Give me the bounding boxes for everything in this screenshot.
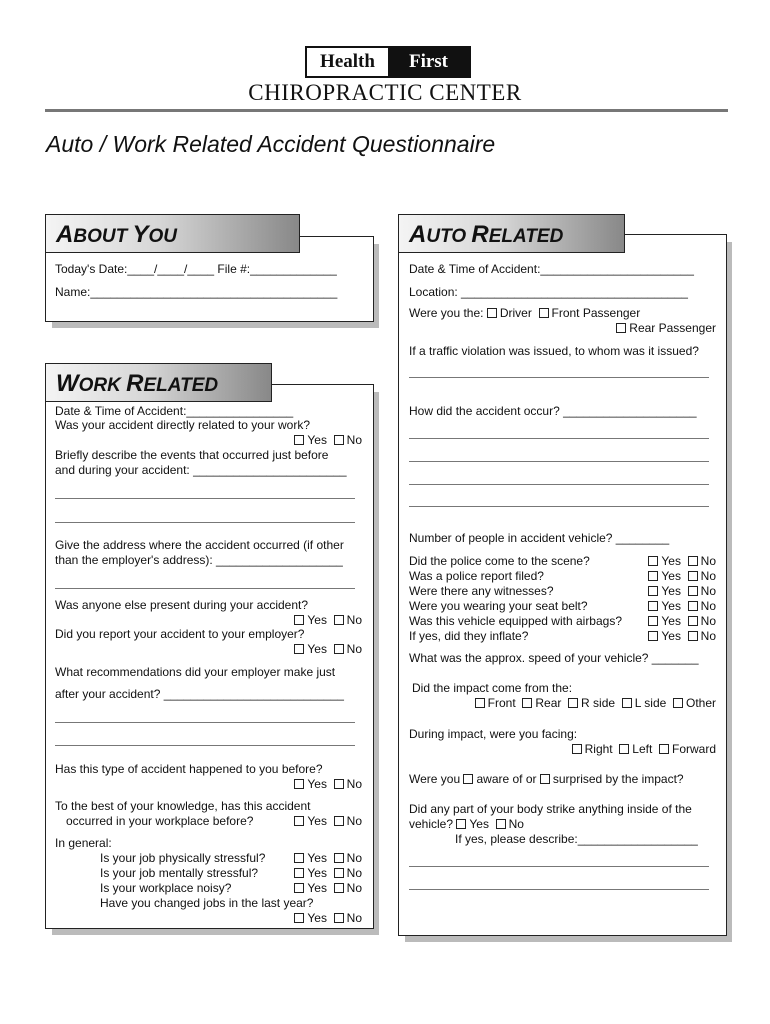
auto-witness-yesno[interactable]: Yes No (560, 584, 716, 599)
checkbox-icon[interactable] (294, 615, 304, 625)
checkbox-icon[interactable] (294, 913, 304, 923)
work-before-question: Has this type of accident happened to you before? (55, 762, 323, 776)
checkbox-icon[interactable] (294, 435, 304, 445)
work-direct-yesno[interactable]: Yes No (200, 433, 362, 448)
checkbox-icon[interactable] (334, 913, 344, 923)
header-rule (45, 109, 728, 112)
work-physical-question: Is your job physically stressful? (100, 851, 266, 865)
checkbox-icon[interactable] (648, 631, 658, 641)
auto-aware-question[interactable]: Were you aware of or surprised by the impact? (409, 772, 684, 786)
auto-belt-question: Were you wearing your seat belt? (409, 599, 588, 613)
checkbox-icon[interactable] (688, 631, 698, 641)
logo-first: First (388, 48, 469, 76)
checkbox-icon[interactable] (294, 868, 304, 878)
checkbox-icon[interactable] (616, 323, 626, 333)
auto-airbag-question: Was this vehicle equipped with airbags? (409, 614, 623, 628)
auto-impact-options[interactable]: Front Rear R side L side Other (430, 696, 716, 711)
auto-speed-field[interactable]: What was the approx. speed of your vehicle? _______ (409, 651, 699, 665)
auto-report-yesno[interactable]: Yes No (560, 569, 716, 584)
work-knowledge-question-cont: occurred in your workplace before? (66, 814, 254, 828)
checkbox-icon[interactable] (622, 698, 632, 708)
auto-date-field[interactable]: Date & Time of Accident:_______________________ (409, 262, 694, 276)
answer-line[interactable] (55, 722, 355, 724)
auto-facing-question: During impact, were you facing: (409, 727, 578, 741)
auto-strike-question: Did any part of your body strike anything inside of the (409, 802, 692, 816)
auto-police-question: Did the police come to the scene? (409, 554, 590, 568)
answer-line[interactable] (409, 866, 709, 868)
work-recommend-field[interactable]: after your accident? ___________________________ (55, 687, 344, 701)
work-knowledge-yesno[interactable]: Yes No (200, 814, 362, 829)
checkbox-icon[interactable] (334, 883, 344, 893)
work-report-question: Did you report your accident to your employer? (55, 627, 305, 641)
work-address-field[interactable]: than the employer's address): ___________________ (55, 553, 343, 567)
checkbox-icon[interactable] (522, 698, 532, 708)
checkbox-icon[interactable] (294, 644, 304, 654)
checkbox-icon[interactable] (688, 556, 698, 566)
auto-role-question: Were you the: Driver Front Passenger (409, 306, 641, 320)
work-noisy-yesno[interactable]: Yes No (200, 881, 362, 896)
checkbox-icon[interactable] (463, 774, 473, 784)
auto-impact-question: Did the impact come from the: (412, 681, 573, 695)
work-mental-question: Is your job mentally stressful? (100, 866, 259, 880)
work-report-yesno[interactable]: Yes No (200, 642, 362, 657)
checkbox-icon[interactable] (334, 435, 344, 445)
work-noisy-question: Is your workplace noisy? (100, 881, 232, 895)
answer-line[interactable] (409, 438, 709, 440)
checkbox-icon[interactable] (294, 853, 304, 863)
work-address-question: Give the address where the accident occurred (if other (55, 538, 344, 552)
answer-line[interactable] (55, 522, 355, 524)
work-general-label: In general: (55, 836, 112, 850)
checkbox-icon[interactable] (334, 615, 344, 625)
about-tab: ABOUT YOU (45, 214, 300, 253)
checkbox-icon[interactable] (540, 774, 550, 784)
checkbox-icon[interactable] (648, 601, 658, 611)
checkbox-icon[interactable] (539, 308, 549, 318)
work-present-yesno[interactable]: Yes No (200, 613, 362, 628)
checkbox-icon[interactable] (496, 819, 506, 829)
auto-strike-describe-field[interactable]: If yes, please describe:__________________ (455, 832, 698, 846)
answer-line[interactable] (409, 377, 709, 379)
checkbox-icon[interactable] (334, 779, 344, 789)
work-date-field[interactable]: Date & Time of Accident:________________ (55, 404, 294, 418)
checkbox-icon[interactable] (688, 571, 698, 581)
checkbox-icon[interactable] (294, 816, 304, 826)
auto-rear-passenger-option[interactable]: Rear Passenger (560, 321, 716, 336)
checkbox-icon[interactable] (688, 616, 698, 626)
work-knowledge-question: To the best of your knowledge, has this accident (55, 799, 311, 813)
work-recommend-question: What recommendations did your employer make just (55, 665, 336, 679)
checkbox-icon[interactable] (659, 744, 669, 754)
checkbox-icon[interactable] (648, 571, 658, 581)
auto-strike-yesno[interactable]: vehicle? Yes No (409, 817, 524, 831)
answer-line[interactable] (409, 484, 709, 486)
checkbox-icon[interactable] (648, 586, 658, 596)
answer-line[interactable] (55, 498, 355, 500)
auto-location-field[interactable]: Location: __________________________________ (409, 285, 688, 299)
today-date-file-field[interactable]: Today's Date:____/____/____ File #:_____________ (55, 262, 337, 276)
checkbox-icon[interactable] (572, 744, 582, 754)
checkbox-icon[interactable] (456, 819, 466, 829)
checkbox-icon[interactable] (294, 883, 304, 893)
work-before-yesno[interactable]: Yes No (200, 777, 362, 792)
work-present-question: Was anyone else present during your accident? (55, 598, 309, 612)
answer-line[interactable] (409, 889, 709, 891)
checkbox-icon[interactable] (334, 868, 344, 878)
checkbox-icon[interactable] (475, 698, 485, 708)
checkbox-icon[interactable] (487, 308, 497, 318)
auto-occur-field[interactable]: How did the accident occur? ____________________ (409, 404, 697, 418)
work-describe-question: Briefly describe the events that occurred just before (55, 448, 329, 462)
work-changed-question: Have you changed jobs in the last year? (100, 896, 314, 910)
checkbox-icon[interactable] (334, 644, 344, 654)
work-tab: WORK RELATED (45, 363, 272, 402)
answer-line[interactable] (409, 461, 709, 463)
checkbox-icon[interactable] (648, 556, 658, 566)
logo-health: Health (307, 48, 388, 76)
work-physical-yesno[interactable]: Yes No (200, 851, 362, 866)
checkbox-icon[interactable] (294, 779, 304, 789)
auto-people-field[interactable]: Number of people in accident vehicle? ________ (409, 531, 670, 545)
auto-report-question: Was a police report filed? (409, 569, 544, 583)
answer-line[interactable] (55, 588, 355, 590)
auto-inflate-question: If yes, did they inflate? (409, 629, 529, 643)
work-mental-yesno[interactable]: Yes No (200, 866, 362, 881)
checkbox-icon[interactable] (673, 698, 683, 708)
auto-violation-question: If a traffic violation was issued, to whom was it issued? (409, 344, 699, 358)
checkbox-icon[interactable] (688, 586, 698, 596)
checkbox-icon[interactable] (619, 744, 629, 754)
auto-facing-options[interactable]: Right Left Forward (500, 742, 716, 757)
name-field[interactable]: Name:_____________________________________ (55, 285, 338, 299)
work-describe-field[interactable]: and during your accident: _______________________ (55, 463, 347, 477)
auto-inflate-yesno[interactable]: Yes No (560, 629, 716, 644)
answer-line[interactable] (409, 506, 709, 508)
logo (305, 46, 471, 78)
checkbox-icon[interactable] (334, 816, 344, 826)
answer-line[interactable] (55, 745, 355, 747)
auto-police-yesno[interactable]: Yes No (560, 554, 716, 569)
checkbox-icon[interactable] (648, 616, 658, 626)
auto-belt-yesno[interactable]: Yes No (560, 599, 716, 614)
auto-witness-question: Were there any witnesses? (409, 584, 554, 598)
checkbox-icon[interactable] (334, 853, 344, 863)
auto-airbag-yesno[interactable]: Yes No (600, 614, 716, 629)
checkbox-icon[interactable] (688, 601, 698, 611)
work-changed-yesno[interactable]: Yes No (200, 911, 362, 926)
checkbox-icon[interactable] (568, 698, 578, 708)
auto-tab: AUTO RELATED (398, 214, 625, 253)
work-direct-question: Was your accident directly related to your work? (55, 418, 310, 432)
page-title: Auto / Work Related Accident Questionnaire (46, 131, 496, 157)
clinic-name: CHIROPRACTIC CENTER (248, 80, 522, 105)
